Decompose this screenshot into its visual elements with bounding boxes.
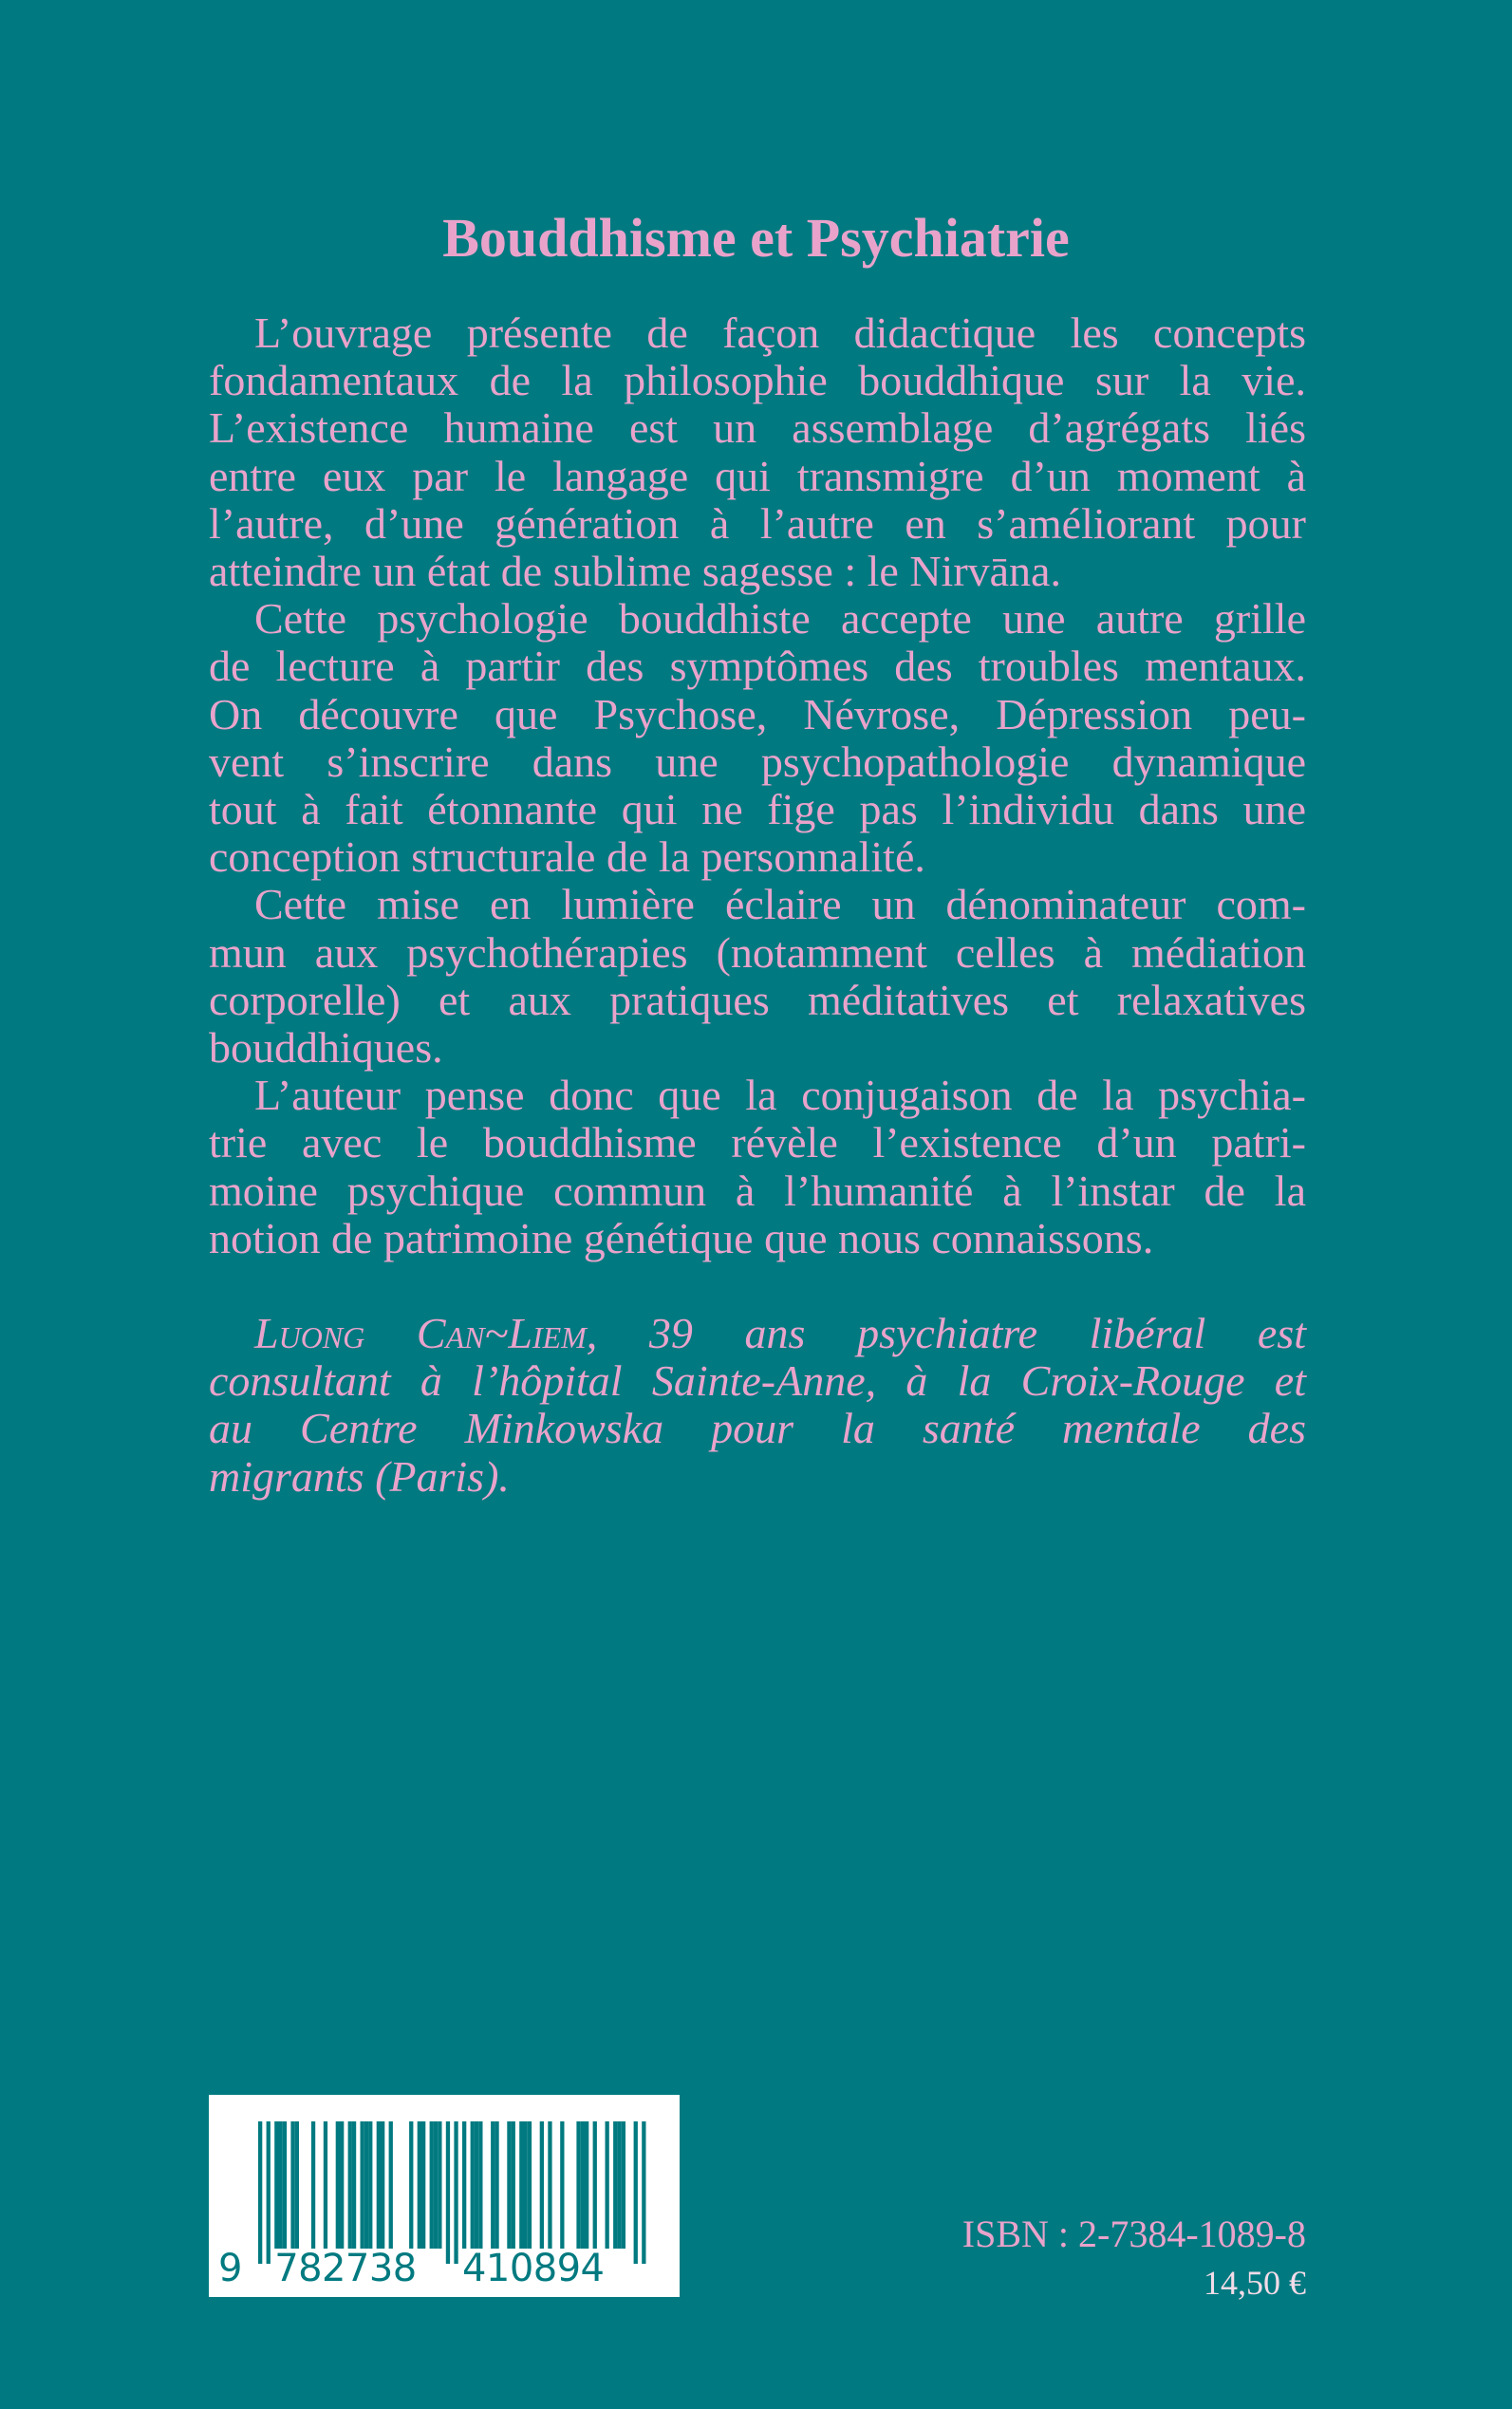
barcode-bar xyxy=(617,2121,621,2249)
barcode-bar xyxy=(274,2121,278,2249)
bio-line: au Centre Minkowska pour la santé mentale des xyxy=(209,1404,1306,1453)
author-bio xyxy=(209,1310,1306,1501)
barcode-bar xyxy=(421,2121,425,2249)
barcode-bar xyxy=(364,2121,368,2249)
barcode-bar xyxy=(324,2121,327,2249)
blurb xyxy=(209,309,1306,1262)
barcode-bar xyxy=(295,2121,299,2249)
barcode-bar xyxy=(642,2121,645,2264)
bio-line: consultant à l’hôpital Sainte-Anne, à la Croix-Rouge et xyxy=(209,1356,1306,1406)
barcode-bar xyxy=(495,2121,498,2249)
barcode-bar xyxy=(377,2121,381,2249)
barcode-bar xyxy=(368,2121,372,2249)
barcode-bar xyxy=(361,2121,364,2249)
paragraph-line: mun aux psychothérapies (notamment celles à médiation xyxy=(209,927,1306,977)
barcode-bar xyxy=(548,2121,551,2249)
barcode-bar xyxy=(613,2121,617,2249)
barcode-graphic xyxy=(209,2095,680,2297)
bio-line xyxy=(209,1310,1306,1357)
paragraph-line: conception structurale de la personnalité. xyxy=(209,832,925,882)
paragraph-line: fondamentaux de la philosophie bouddhique sur la vie. xyxy=(209,356,1306,405)
barcode-bar xyxy=(389,2121,393,2249)
barcode-bar xyxy=(340,2121,344,2249)
barcode-bar xyxy=(576,2121,580,2249)
isbn-number: ISBN : 2-7384-1089-8 xyxy=(961,2213,1306,2255)
barcode-digits: 9 xyxy=(218,2247,243,2290)
barcode-bar xyxy=(348,2121,352,2249)
barcode-bar xyxy=(622,2121,625,2249)
barcode-bar xyxy=(606,2121,609,2249)
barcode-bar xyxy=(434,2121,438,2249)
barcode-bar xyxy=(267,2121,271,2264)
book-title: Bouddhisme et Psychiatrie xyxy=(442,207,1070,269)
barcode-bar xyxy=(524,2121,528,2249)
paragraph-line: notion de patrimoine génétique que nous connaissons. xyxy=(209,1213,1154,1262)
paragraph-line: moine psychique commun à l’humanité à l’instar de la xyxy=(209,1166,1306,1215)
barcode-bar xyxy=(471,2121,475,2249)
barcode-bar xyxy=(462,2121,466,2249)
barcode-bar xyxy=(418,2121,421,2249)
barcode-bar xyxy=(593,2121,597,2249)
barcode-bar xyxy=(352,2121,356,2249)
barcode-bar xyxy=(585,2121,588,2249)
paragraph-line: corporelle) et aux pratiques méditatives et relaxatives xyxy=(209,975,1306,1024)
paragraph-line: atteindre un état de sublime sagesse : le Nirvāna. xyxy=(209,547,1061,596)
barcode-bar xyxy=(381,2121,384,2249)
paragraph-line: entre eux par le langage qui transmigre d’un moment à xyxy=(209,451,1306,500)
barcode-bar xyxy=(290,2121,294,2249)
barcode-bar xyxy=(528,2121,532,2249)
barcode-bar xyxy=(258,2121,262,2264)
paragraph-line: l’autre, d’une génération à l’autre en s’améliorant pour xyxy=(209,498,1306,548)
barcode-bar xyxy=(311,2121,315,2249)
paragraph-line: vent s’inscrire dans une psychopathologie dynamique xyxy=(209,737,1306,786)
paragraph-line: On découvre que Psychose, Névrose, Dépression peu- xyxy=(209,689,1306,738)
paragraph-line: trie avec le bouddhisme révèle l’existence d’un patri- xyxy=(209,1118,1306,1167)
barcode-bar xyxy=(279,2121,283,2249)
barcode-bar xyxy=(283,2121,287,2249)
barcode-digits: 782738 xyxy=(274,2247,418,2290)
paragraph-line: Cette psychologie bouddhiste accepte une autre grille xyxy=(254,594,1306,644)
barcode-bar xyxy=(430,2121,434,2249)
author-name: Luong Can~Liem, xyxy=(254,1309,598,1357)
paragraph-line: tout à fait étonnante qui ne fige pas l’individu dans une xyxy=(209,785,1306,834)
barcode-bar xyxy=(336,2121,340,2249)
paragraph-line: Cette mise en lumière éclaire un dénominateur com- xyxy=(254,880,1306,929)
barcode-bar xyxy=(446,2121,450,2264)
barcode-bar xyxy=(519,2121,523,2249)
barcode-bar xyxy=(581,2121,585,2249)
barcode-bar xyxy=(491,2121,495,2249)
paragraph-line: L’existence humaine est un assemblage d’agrégats liés xyxy=(209,403,1306,453)
barcode-bar xyxy=(475,2121,478,2249)
bio-text: 39 ans psychiatre libéral est xyxy=(597,1309,1307,1357)
isbn-barcode xyxy=(209,2095,680,2297)
paragraph-line: L’ouvrage présente de façon didactique les concepts xyxy=(254,308,1306,357)
barcode-bar xyxy=(507,2121,511,2249)
barcode-bar xyxy=(438,2121,441,2249)
barcode-bar xyxy=(512,2121,515,2249)
paragraph-line: bouddhiques. xyxy=(209,1023,443,1073)
price: 14,50 € xyxy=(1204,2264,1306,2302)
bio-line: migrants (Paris). xyxy=(209,1451,510,1501)
barcode-bar xyxy=(478,2121,482,2249)
barcode-bar xyxy=(540,2121,544,2249)
barcode-bar xyxy=(560,2121,564,2249)
barcode-digits: 410894 xyxy=(462,2247,605,2290)
paragraph-line: de lecture à partir des symptômes des troubles mentaux. xyxy=(209,642,1306,691)
paragraph-line: L’auteur pense donc que la conjugaison de la psychia- xyxy=(254,1071,1306,1120)
barcode-bar xyxy=(409,2121,413,2249)
barcode-bar xyxy=(634,2121,638,2264)
barcode-bar xyxy=(454,2121,457,2264)
